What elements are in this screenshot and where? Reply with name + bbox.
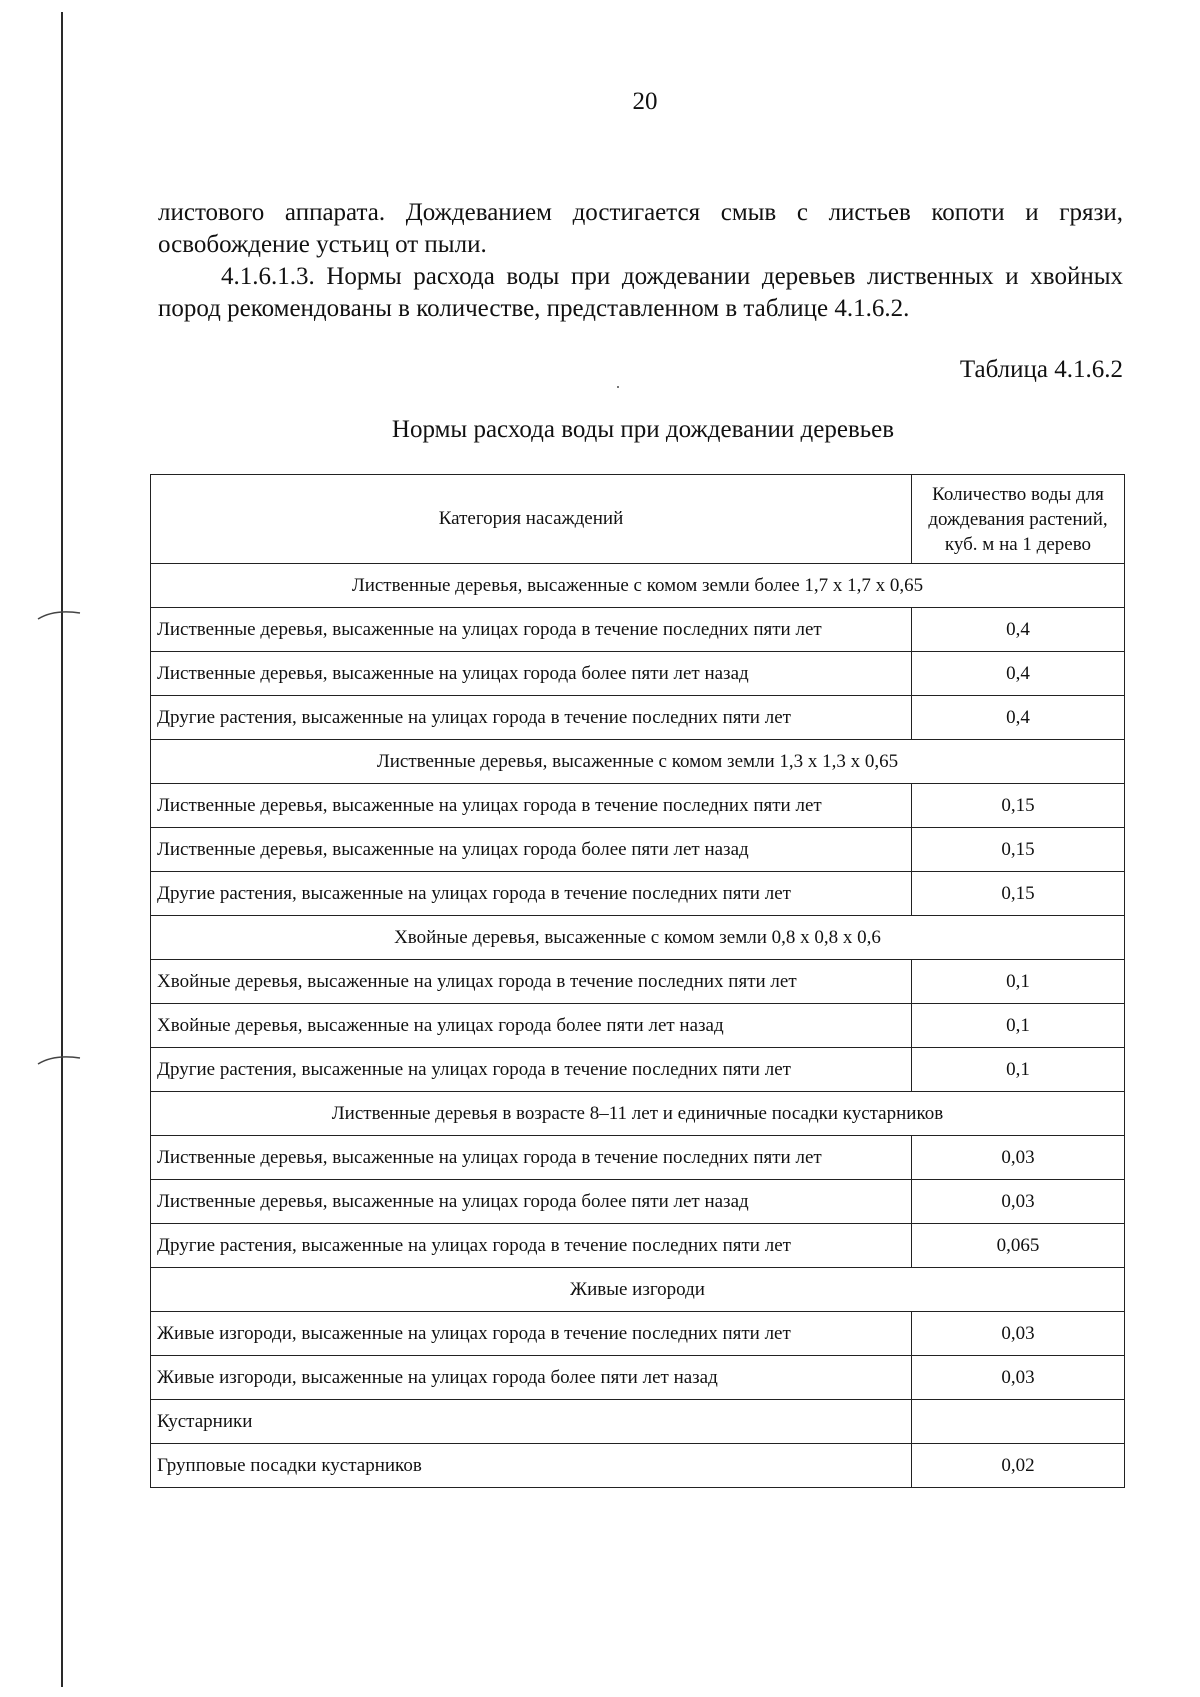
table-reference: Таблица 4.1.6.2	[959, 356, 1123, 383]
row-label: Другие растения, высаженные на улицах города в течение последних пяти лет	[151, 872, 912, 916]
group-row	[151, 740, 1125, 784]
row-value: 0,1	[912, 1004, 1125, 1048]
paragraph-continuation: листового аппарата. Дождеванием достигается смыв с листьев копоти и грязи, освобождение устьиц от пыли.	[158, 199, 1123, 258]
table-row	[151, 828, 1125, 872]
row-label: Лиственные деревья, высаженные на улицах города более пяти лет назад	[151, 652, 912, 696]
row-value: 0,1	[912, 960, 1125, 1004]
table-row	[151, 608, 1125, 652]
row-label: Другие растения, высаженные на улицах города в течение последних пяти лет	[151, 1048, 912, 1092]
group-row	[151, 1268, 1125, 1312]
group-title: Живые изгороди	[151, 1268, 1125, 1312]
scan-speck	[617, 386, 619, 388]
row-value: 0,15	[912, 872, 1125, 916]
row-label: Лиственные деревья, высаженные на улицах города в течение последних пяти лет	[151, 784, 912, 828]
row-value: 0,15	[912, 828, 1125, 872]
row-label: Живые изгороди, высаженные на улицах города в течение последних пяти лет	[151, 1312, 912, 1356]
table-row	[151, 1048, 1125, 1092]
row-label: Хвойные деревья, высаженные на улицах города в течение последних пяти лет	[151, 960, 912, 1004]
row-value: 0,4	[912, 608, 1125, 652]
row-value: 0,03	[912, 1312, 1125, 1356]
row-label: Другие растения, высаженные на улицах города в течение последних пяти лет	[151, 696, 912, 740]
table-row	[151, 1180, 1125, 1224]
table-row	[151, 784, 1125, 828]
row-label: Групповые посадки кустарников	[151, 1444, 912, 1488]
row-value	[912, 1400, 1125, 1444]
group-title: Лиственные деревья в возрасте 8–11 лет и единичные посадки кустарников	[151, 1092, 1125, 1136]
row-label: Другие растения, высаженные на улицах города в течение последних пяти лет	[151, 1224, 912, 1268]
row-value: 0,4	[912, 652, 1125, 696]
row-value: 0,15	[912, 784, 1125, 828]
table-row	[151, 1356, 1125, 1400]
table-row	[151, 1400, 1125, 1444]
group-title: Лиственные деревья, высаженные с комом земли 1,3 х 1,3 х 0,65	[151, 740, 1125, 784]
row-value: 0,4	[912, 696, 1125, 740]
row-label: Лиственные деревья, высаженные на улицах города в течение последних пяти лет	[151, 608, 912, 652]
scan-binding-line	[61, 12, 63, 1687]
table-row	[151, 1136, 1125, 1180]
table-row	[151, 1224, 1125, 1268]
table-row	[151, 872, 1125, 916]
row-value: 0,03	[912, 1356, 1125, 1400]
table-row	[151, 652, 1125, 696]
row-label: Живые изгороди, высаженные на улицах города более пяти лет назад	[151, 1356, 912, 1400]
row-label: Лиственные деревья, высаженные на улицах города более пяти лет назад	[151, 828, 912, 872]
table-title: Нормы расхода воды при дождевании деревьев	[391, 416, 895, 443]
table-row	[151, 1004, 1125, 1048]
group-title: Хвойные деревья, высаженные с комом земли 0,8 х 0,8 х 0,6	[151, 916, 1125, 960]
table-row	[151, 1444, 1125, 1488]
table-row	[151, 696, 1125, 740]
group-row	[151, 1092, 1125, 1136]
page-number: 20	[632, 88, 658, 115]
table-row	[151, 1312, 1125, 1356]
punch-mark-icon	[36, 607, 82, 621]
row-label: Лиственные деревья, высаженные на улицах города более пяти лет назад	[151, 1180, 912, 1224]
table-row	[151, 960, 1125, 1004]
group-row	[151, 564, 1125, 608]
punch-mark-icon	[36, 1052, 82, 1066]
table-header-row	[151, 475, 1125, 564]
row-value: 0,03	[912, 1180, 1125, 1224]
row-label: Хвойные деревья, высаженные на улицах города более пяти лет назад	[151, 1004, 912, 1048]
group-row	[151, 916, 1125, 960]
row-label: Кустарники	[151, 1400, 912, 1444]
row-value: 0,065	[912, 1224, 1125, 1268]
row-value: 0,02	[912, 1444, 1125, 1488]
header-amount: Количество воды для дождевания растений, куб. м на 1 дерево	[912, 475, 1125, 564]
row-value: 0,1	[912, 1048, 1125, 1092]
water-norms-table	[150, 474, 1125, 1488]
group-title: Лиственные деревья, высаженные с комом земли более 1,7 х 1,7 х 0,65	[151, 564, 1125, 608]
paragraph-4-1-6-1-3: 4.1.6.1.3. Нормы расхода воды при дождевании деревьев лиственных и хвойных пород рекомендованы в количестве, представленном в таблице 4.1.6.2.	[158, 263, 1123, 322]
row-value: 0,03	[912, 1136, 1125, 1180]
row-label: Лиственные деревья, высаженные на улицах города в течение последних пяти лет	[151, 1136, 912, 1180]
header-category: Категория насаждений	[151, 475, 912, 564]
